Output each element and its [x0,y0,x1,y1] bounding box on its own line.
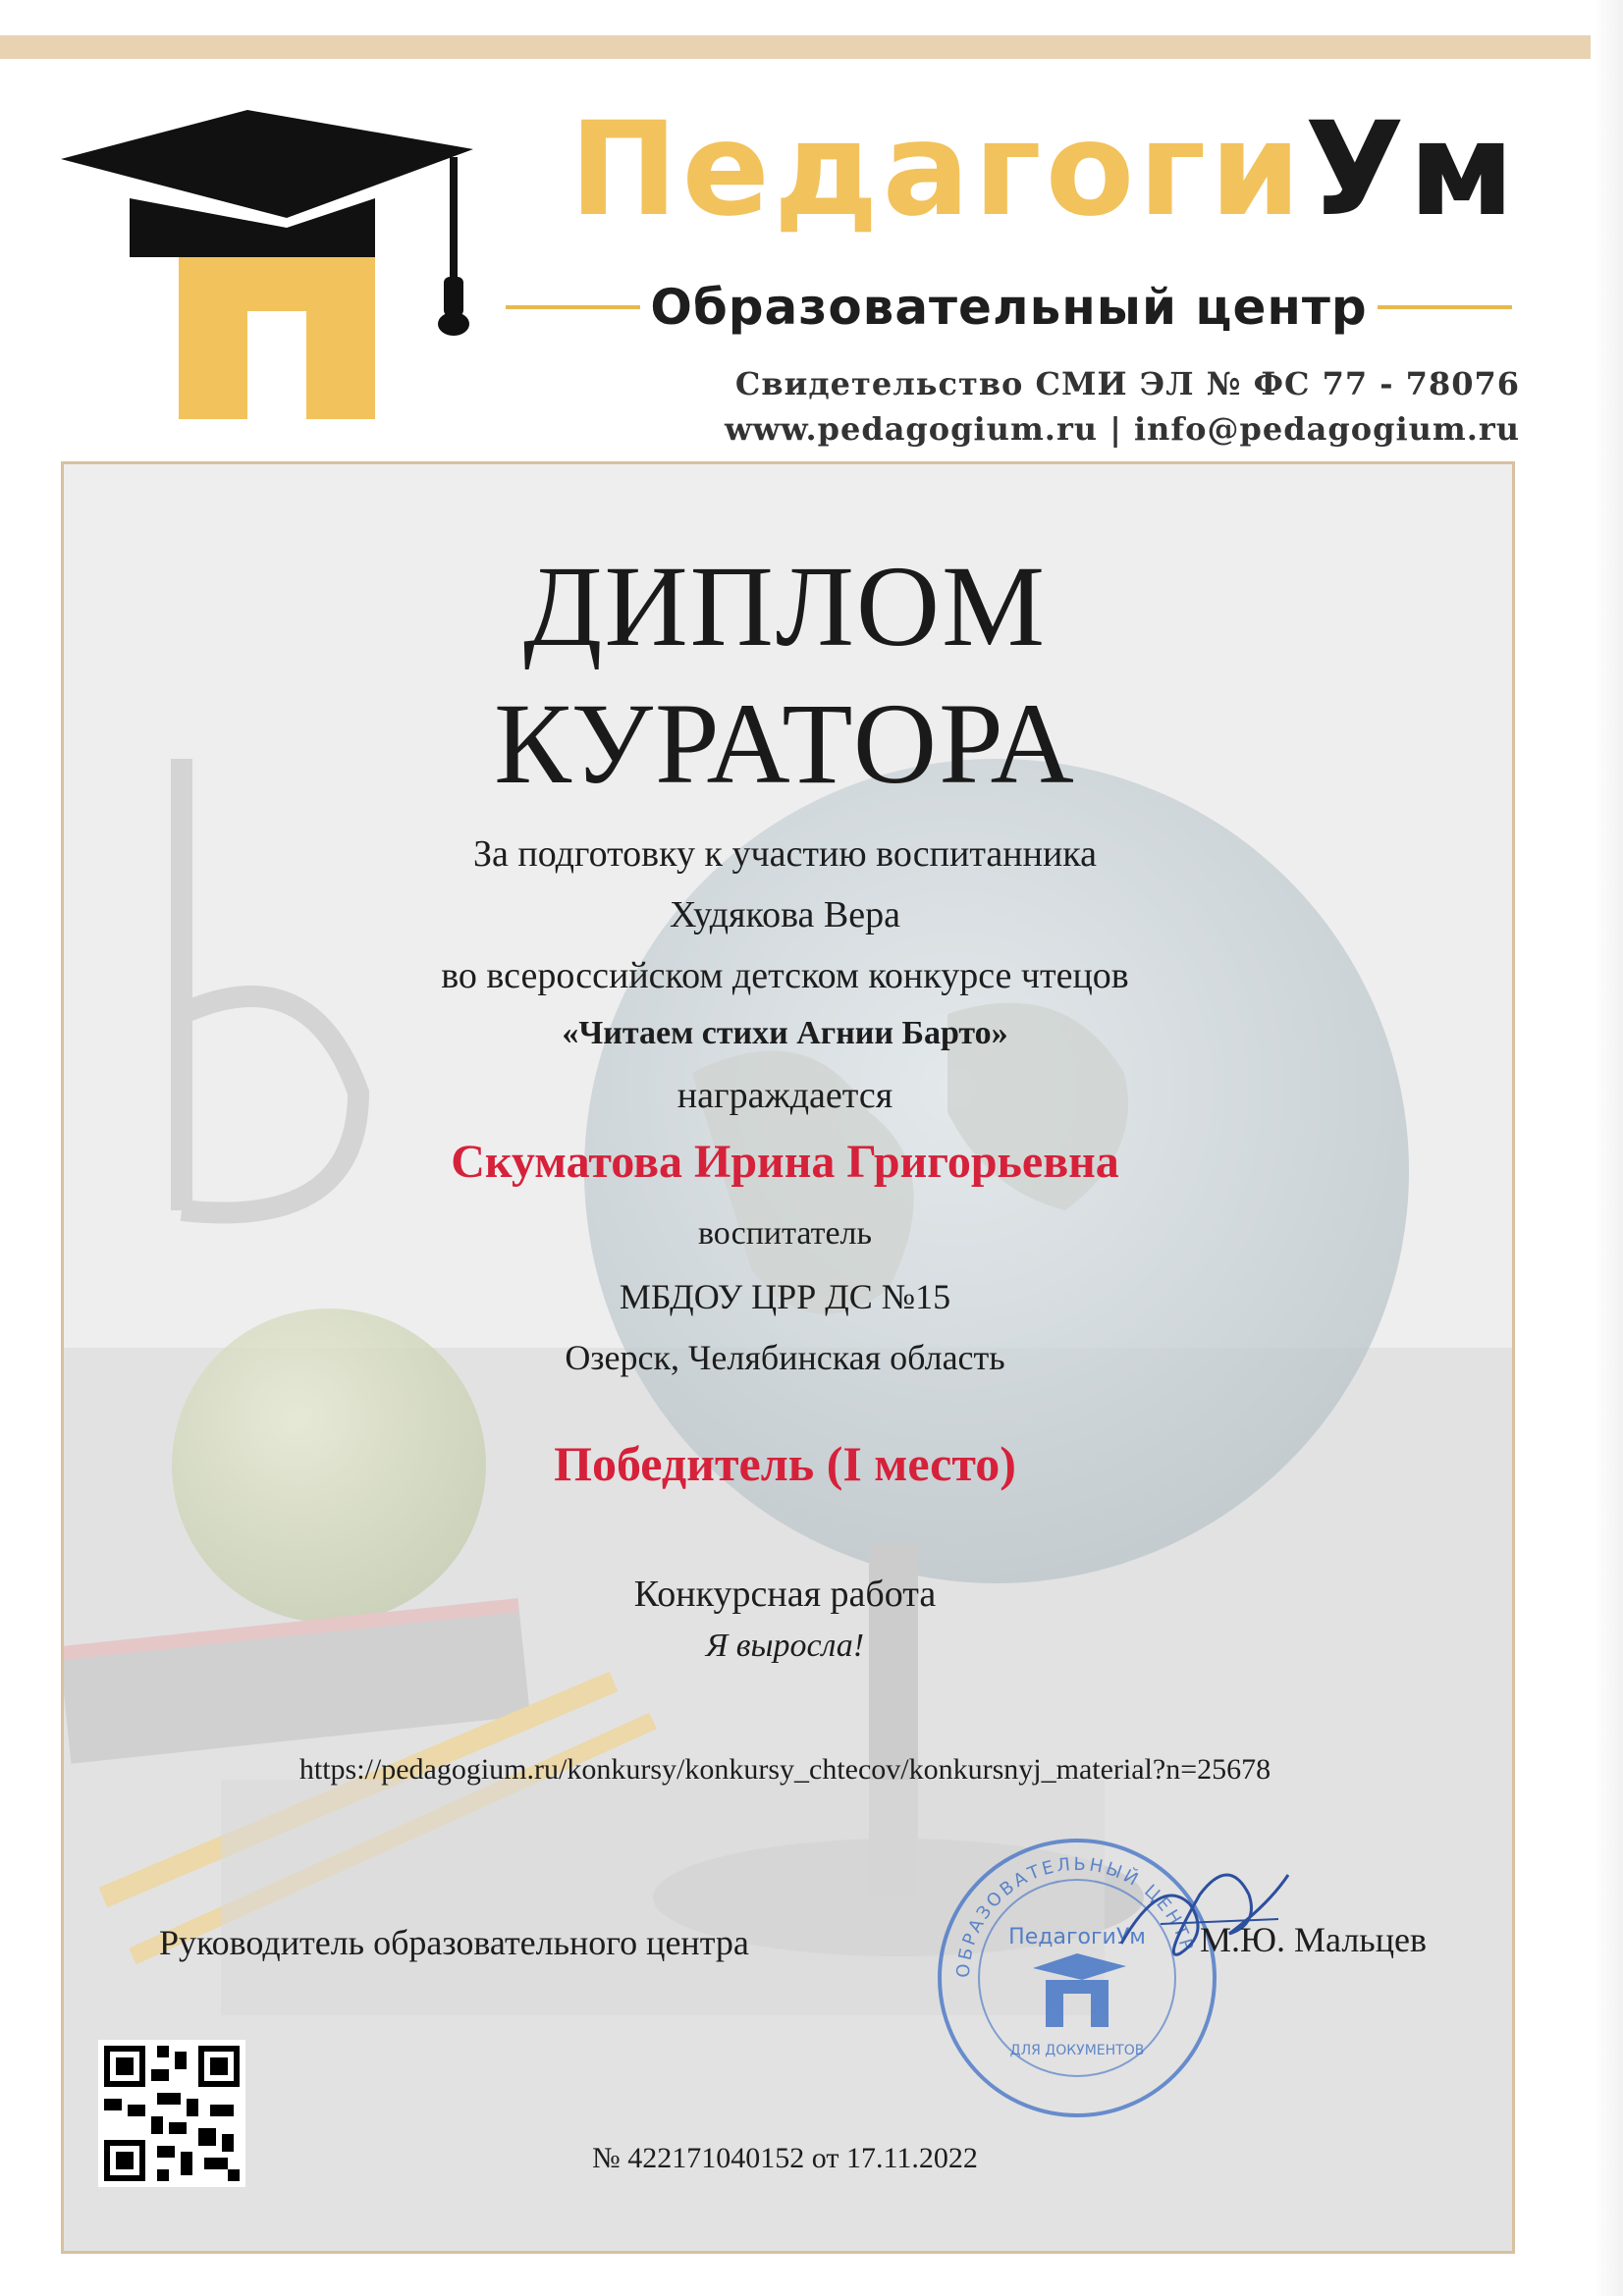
awardee-name: Скуматова Ирина Григорьевна [451,1136,1119,1188]
diploma-title-line1: ДИПЛОМ [522,542,1048,670]
result-text: Победитель (I место) [554,1436,1016,1491]
contacts-text: www.pedagogium.ru | info@pedagogium.ru [725,410,1520,448]
brand-part2: Ум [1304,94,1519,245]
subtitle-text: Образовательный центр [650,279,1368,336]
organization-text: МБДОУ ЦРР ДС №15 [619,1277,951,1316]
subtitle-rule-left [506,305,640,309]
brand-subtitle [506,273,1512,342]
signature-label: Руководитель образовательного центра [159,1923,749,1962]
signer-name: М.Ю. Мальцев [1200,1920,1427,1959]
brand-part1: Педагоги [569,94,1305,245]
student-name: Худякова Вера [670,894,900,935]
work-title: Я выросла! [705,1628,865,1664]
diploma-content [61,461,1509,2248]
work-url[interactable]: https://pedagogium.ru/konkursy/konkursy_chtecov/konkursnyj_material?n=25678 [298,1753,1271,1786]
stamp-ring-text: ОБРАЗОВАТЕЛЬНЫЙ ЦЕНТР [952,1853,1198,1979]
registration-text: Свидетельство СМИ ЭЛ № ФС 77 - 78076 [734,365,1520,402]
awarded-text: награждается [676,1075,893,1116]
position-text: воспитатель [697,1215,873,1252]
graduation-cap-icon [61,110,473,424]
brand-logo-text [569,96,1518,243]
scan-edge [1594,0,1623,2296]
stamp-bottom-text: ДЛЯ ДОКУМЕНТОВ [1009,2043,1145,2058]
document-number: № 422171040152 от 17.11.2022 [592,2142,978,2174]
stamp-center-text: ПедагогиУм [1008,1925,1146,1949]
diploma-title-line2: КУРАТОРА [494,679,1076,808]
contest-text: во всероссийском детском конкурсе чтецов [441,955,1129,996]
registration-block [725,361,1520,452]
contest-name: «Читаем стихи Агнии Барто» [562,1015,1008,1051]
prep-text: За подготовку к участию воспитанника [472,833,1098,875]
work-label: Конкурсная работа [633,1574,937,1615]
subtitle-rule-right [1378,305,1512,309]
top-border-strip [0,35,1591,59]
location-text: Озерск, Челябинская область [565,1338,1005,1377]
